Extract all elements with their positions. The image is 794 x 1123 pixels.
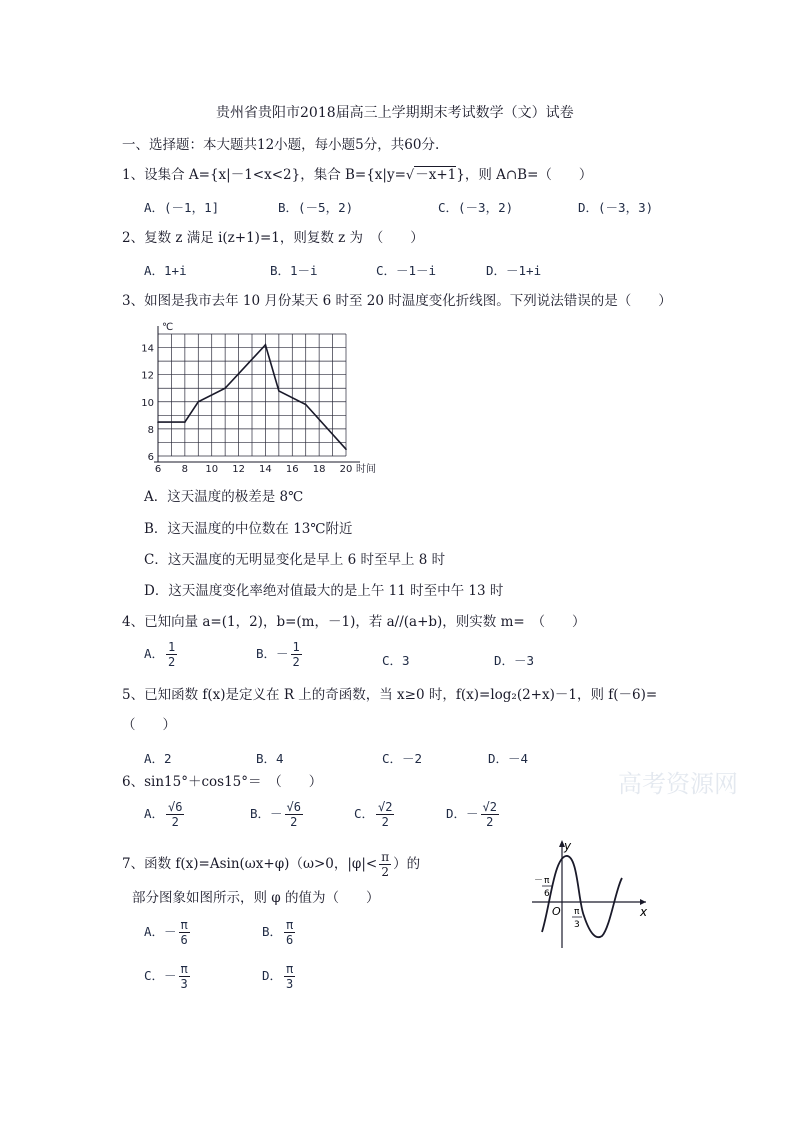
section-heading: 一、选择题：本大题共12小题，每小题5分，共60分. bbox=[122, 137, 440, 153]
q4-a-label: A． bbox=[144, 646, 165, 661]
fraction-den: 3 bbox=[180, 977, 188, 991]
fraction bbox=[379, 850, 391, 879]
fraction-den: 2 bbox=[381, 865, 389, 879]
data-point bbox=[157, 421, 159, 423]
y-label: y bbox=[564, 839, 572, 853]
fraction-num: π bbox=[180, 962, 188, 976]
fraction bbox=[285, 800, 303, 829]
q7-a-label: A．－ bbox=[144, 924, 177, 939]
data-point bbox=[224, 387, 226, 389]
q6-c-label: C． bbox=[354, 806, 375, 821]
fraction-den: 6 bbox=[286, 933, 294, 947]
y-tick-label: 10 bbox=[141, 397, 154, 409]
fraction-num: √2 bbox=[378, 800, 393, 814]
sine-curve bbox=[542, 856, 622, 937]
q4-option-c[interactable]: C．3 bbox=[382, 653, 410, 668]
question-4: 4、已知向量 a=(1，2)，b=(m，－1)，若 a//(a+b)，则实数 m= （ ） bbox=[122, 614, 586, 630]
question-5: 5、已知函数 f(x)是定义在 R 上的奇函数，当 x≥0 时，f(x)=log₂(2+x)－1，则 f(－6)= bbox=[122, 687, 658, 703]
y-tick-label: 14 bbox=[141, 343, 154, 355]
q7-option-b[interactable] bbox=[262, 918, 297, 947]
q5-option-a[interactable]: A．2 bbox=[144, 751, 172, 766]
neg-tick-den: 6 bbox=[544, 889, 550, 899]
pos-tick-num: π bbox=[574, 907, 580, 917]
x-tick-label: 6 bbox=[154, 464, 162, 475]
fraction-num: √6 bbox=[286, 800, 301, 814]
q2-option-b[interactable]: B．1－i bbox=[270, 263, 318, 278]
fraction-num: 1 bbox=[168, 640, 176, 654]
q6-option-d[interactable] bbox=[446, 800, 501, 829]
q7-b-label: B． bbox=[262, 924, 283, 939]
q7-option-c[interactable] bbox=[144, 962, 192, 991]
q1-text-a: 1、设集合 A={x|－1<x<2}，集合 B={x|y= bbox=[122, 167, 406, 183]
q4-option-a[interactable] bbox=[144, 640, 179, 669]
x-tick-label: 14 bbox=[259, 464, 272, 475]
fraction bbox=[166, 800, 184, 829]
q4-option-d[interactable]: D．－3 bbox=[494, 653, 535, 668]
fraction-den: 2 bbox=[290, 815, 298, 829]
q5-option-d[interactable]: D．－4 bbox=[488, 751, 529, 766]
x-tick-label: 18 bbox=[312, 464, 326, 475]
y-tick-label: 12 bbox=[141, 370, 154, 382]
q3-option-d[interactable]: D．这天温度变化率绝对值最大的是上午 11 时至中午 13 时 bbox=[144, 583, 504, 599]
q1-text-b: }，则 A∩B=（ ） bbox=[456, 167, 593, 183]
fraction bbox=[376, 800, 394, 829]
chart-axes bbox=[141, 322, 376, 475]
fraction bbox=[284, 962, 295, 991]
q1-radicand: －x+1 bbox=[415, 167, 457, 183]
neg-tick-num: π bbox=[544, 876, 550, 886]
page-title: 贵州省贵阳市2018届高三上学期期末考试数学（文）试卷 bbox=[216, 105, 574, 121]
q5-option-c[interactable]: C．－2 bbox=[382, 751, 423, 766]
x-axis-label: 时间 bbox=[356, 464, 376, 475]
q5-option-b[interactable]: B．4 bbox=[256, 751, 284, 766]
y-axis-label: ℃ bbox=[162, 322, 174, 333]
q7-tail: ）的 bbox=[393, 856, 421, 872]
x-label: x bbox=[640, 905, 648, 919]
fraction-den: 2 bbox=[292, 655, 300, 669]
q1-option-d[interactable]: D．(－3，3) bbox=[578, 200, 654, 215]
question-3: 3、如图是我市去年 10 月份某天 6 时至 20 时温度变化折线图。下列说法错误的是（ ） bbox=[122, 293, 672, 309]
fraction-num: 1 bbox=[292, 640, 300, 654]
x-tick-label: 20 bbox=[339, 464, 353, 475]
fraction bbox=[179, 962, 190, 991]
watermark: 高考资源网 bbox=[618, 770, 738, 798]
fraction-num: √2 bbox=[482, 800, 497, 814]
question-7-line2: 部分图象如图所示，则 φ 的值为（ ） bbox=[132, 890, 380, 906]
fraction-den: 2 bbox=[168, 655, 176, 669]
question-2: 2、复数 z 满足 i(z+1)=1，则复数 z 为 （ ） bbox=[122, 230, 424, 246]
fraction bbox=[291, 640, 302, 669]
q3-option-c[interactable]: C．这天温度的无明显变化是早上 6 时至早上 8 时 bbox=[144, 552, 446, 568]
origin-label: O bbox=[552, 905, 561, 918]
fraction bbox=[481, 800, 499, 829]
fraction-den: 6 bbox=[180, 933, 188, 947]
q7-d-label: D． bbox=[262, 968, 283, 983]
q1-option-c[interactable]: C．(－3，2) bbox=[438, 200, 514, 215]
fraction-num: √6 bbox=[168, 800, 183, 814]
q4-option-b[interactable] bbox=[256, 640, 304, 669]
question-7 bbox=[122, 850, 420, 879]
q6-a-label: A． bbox=[144, 806, 165, 821]
fraction-den: 2 bbox=[171, 815, 179, 829]
x-tick-label: 8 bbox=[181, 464, 189, 475]
q2-option-c[interactable]: C．－1－i bbox=[376, 263, 437, 278]
chart-grid bbox=[158, 334, 346, 456]
fraction-num: π bbox=[180, 918, 188, 932]
q1-option-b[interactable]: B．(－5，2) bbox=[278, 200, 354, 215]
data-point bbox=[345, 448, 347, 450]
fraction bbox=[179, 918, 190, 947]
q6-d-label: D．－ bbox=[446, 806, 479, 821]
fraction-num: π bbox=[286, 962, 294, 976]
temperature-chart bbox=[140, 320, 390, 475]
data-point bbox=[197, 401, 199, 403]
q6-b-label: B．－ bbox=[250, 806, 283, 821]
q2-option-d[interactable]: D．－1+i bbox=[486, 263, 542, 278]
data-point bbox=[265, 344, 267, 346]
q2-option-a[interactable]: A．1+i bbox=[144, 263, 187, 278]
sine-graph bbox=[524, 836, 654, 956]
fraction-den: 2 bbox=[381, 815, 389, 829]
q6-option-b[interactable] bbox=[250, 800, 305, 829]
q1-option-a[interactable]: A．(－1，1] bbox=[144, 200, 220, 215]
fraction-num: π bbox=[381, 850, 390, 864]
y-tick-label: 8 bbox=[147, 424, 154, 436]
fraction-den: 3 bbox=[286, 977, 294, 991]
y-tick-label: 6 bbox=[147, 452, 154, 463]
q6-option-c[interactable] bbox=[354, 800, 396, 829]
q7-option-d[interactable] bbox=[262, 962, 297, 991]
fraction bbox=[166, 640, 177, 669]
q6-option-a[interactable] bbox=[144, 800, 186, 829]
x-tick-label: 10 bbox=[205, 464, 219, 475]
data-point bbox=[278, 390, 280, 392]
fraction-num: π bbox=[286, 918, 294, 932]
x-tick-label: 12 bbox=[232, 464, 245, 475]
question-6: 6、sin15°＋cos15°＝ （ ） bbox=[122, 774, 323, 790]
neg-sign: － bbox=[534, 876, 544, 886]
pos-tick-den: 3 bbox=[574, 920, 580, 930]
question-1 bbox=[122, 166, 592, 185]
q3-option-a[interactable]: A．这天温度的极差是 8℃ bbox=[144, 489, 304, 505]
q7-option-a[interactable] bbox=[144, 918, 192, 947]
q7-c-label: C．－ bbox=[144, 968, 177, 983]
radical-sign: √ bbox=[405, 168, 415, 183]
question-5-line2: （ ） bbox=[122, 717, 176, 733]
fraction bbox=[284, 918, 295, 947]
q7-text: 7、函数 f(x)=Asin(ωx+φ)（ω>0，|φ|< bbox=[122, 856, 378, 872]
q3-option-b[interactable]: B．这天温度的中位数在 13℃附近 bbox=[144, 521, 353, 537]
data-point bbox=[184, 421, 186, 423]
data-point bbox=[305, 404, 307, 406]
fraction-den: 2 bbox=[486, 815, 494, 829]
x-tick-label: 16 bbox=[285, 464, 299, 475]
q4-b-label: B．－ bbox=[256, 646, 289, 661]
